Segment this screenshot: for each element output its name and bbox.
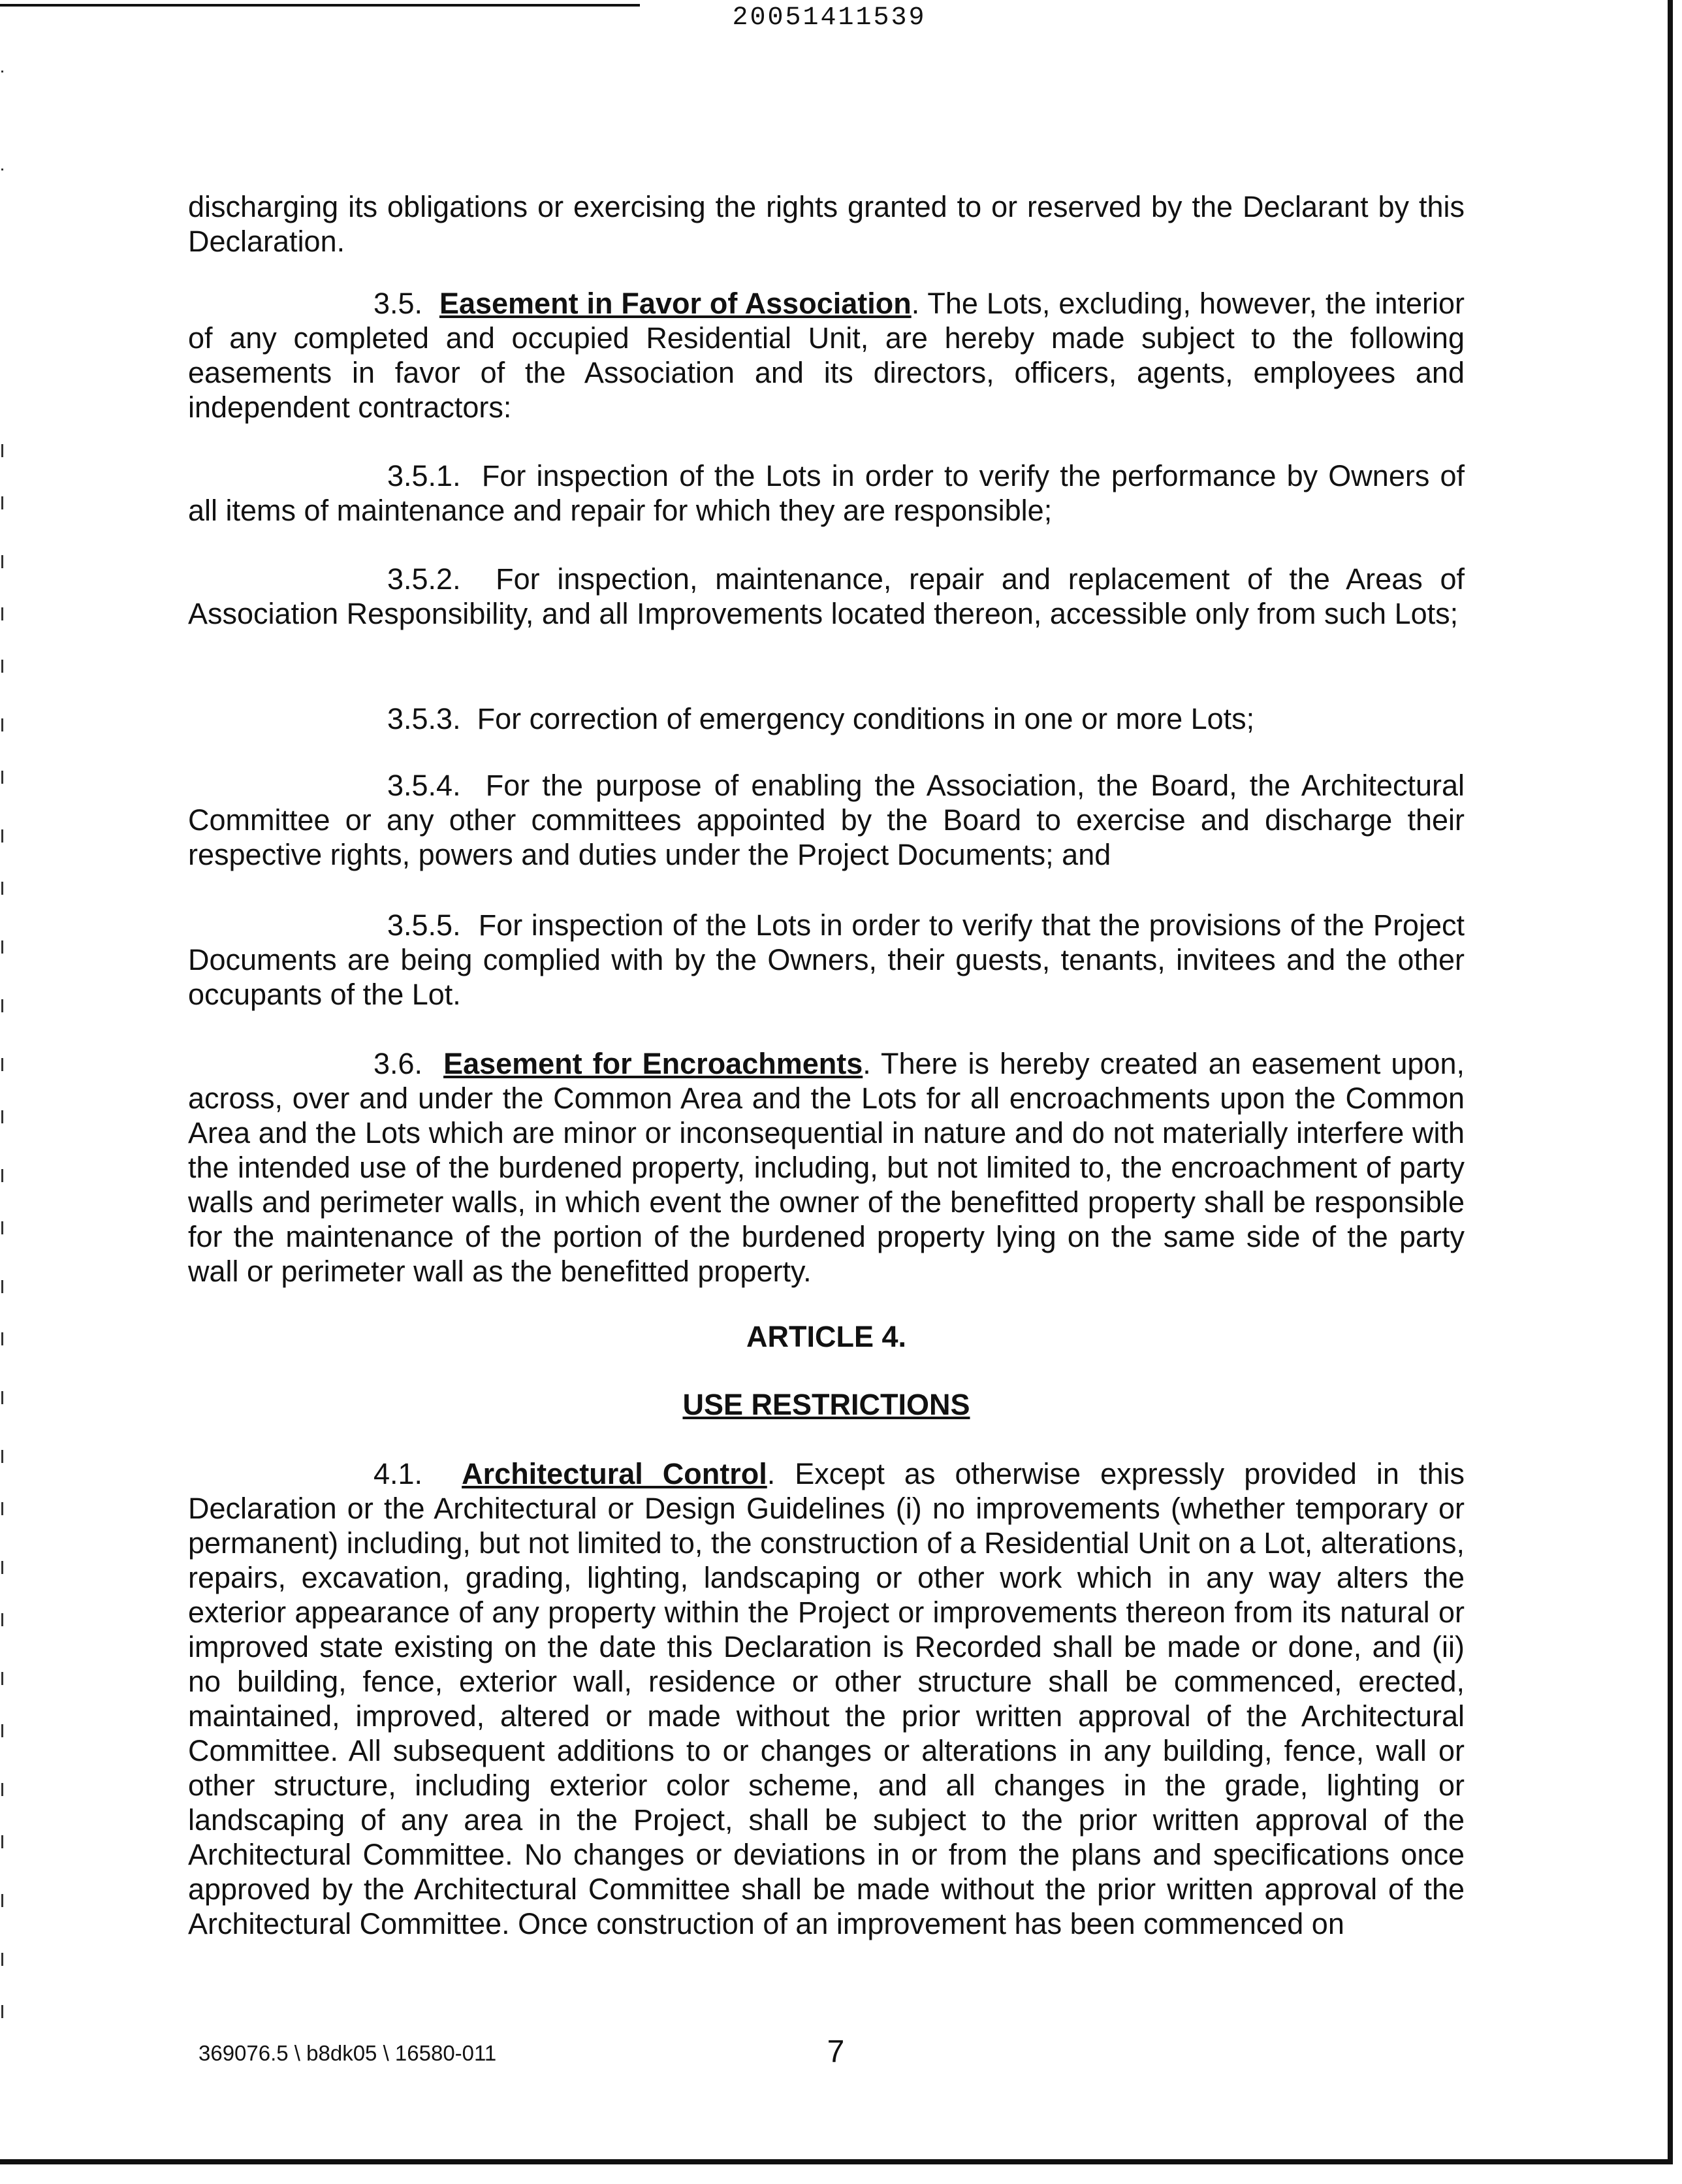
section-text: . Except as otherwise expressly provided in this Declaration or the Architectural or Design Guidelines (i) no improvements (whether temporary or permanent) including, but not limited to, the construction of a Residential Unit on a Lot, alterations, repairs, excavation, grading, lighting, landscaping or other work which in any way alters the exterior appearance of any property within the Project or improvements thereon from its natural or improved state existing on the date this Declaration is Recorded shall be made or done, and (ii) no building, fence, exterior wall, residence or other structure shall be commenced, erected, maintained, improved, altered or made without the prior written approval of the Architectural Committee. All subsequent additions to or changes or alterations in any building, fence, wall or other structure, including exterior color scheme, and all changes in the grade, lighting or landscaping of any area in the Project, shall be subject to the prior written approval of the Architectural Committee. No changes or deviations in or from the plans and specifications once approved by the Architectural Committee shall be made without the prior written approval of the Architectural Committee. Once construction of an improvement has been commenced on: [188, 1457, 1465, 1940]
scan-mark: [1, 1450, 3, 1463]
subsection-number: 3.5.3.: [387, 702, 461, 735]
scan-mark: [1, 444, 3, 457]
intro-paragraph: [188, 189, 1465, 259]
scan-mark: [1, 1835, 3, 1848]
subsection-text: For correction of emergency conditions in one or more Lots;: [477, 702, 1255, 735]
section-heading: Easement for Encroachments: [443, 1047, 863, 1080]
section-number: 4.1.: [373, 1457, 423, 1490]
section-3-5: [188, 286, 1465, 425]
scan-mark: [1, 1110, 3, 1123]
scan-mark: [1, 1280, 3, 1293]
scan-mark: [1, 1613, 3, 1626]
scan-mark: [1, 882, 3, 895]
scan-mark: [1, 1391, 3, 1404]
scan-mark: [1, 829, 3, 843]
subsection-number: 3.5.1.: [387, 459, 461, 492]
scan-mark: [1, 660, 3, 673]
subsection-text: For inspection of the Lots in order to verify the performance by Owners of all items of maintenance and repair for which they are responsible;: [188, 459, 1465, 527]
section-text: . The Lots, excluding, however, the interior of any completed and occupied Residential Unit, are hereby made subject to the following easements in favor of the Association and its directors, officers, agents, employees and independent contractors:: [188, 287, 1465, 424]
scan-mark: [1, 71, 3, 72]
scan-mark: [1, 1221, 3, 1234]
scan-mark: [1, 2005, 3, 2018]
subsection-number: 3.5.5.: [387, 908, 461, 942]
section-number: 3.5.: [373, 287, 423, 320]
scan-mark: [1, 496, 3, 509]
scan-mark: [1, 1169, 3, 1182]
subsection-number: 3.5.4.: [387, 769, 461, 802]
scan-mark: [1, 1672, 3, 1685]
section-3-5-5: [188, 908, 1465, 1012]
scan-mark: [1, 1561, 3, 1574]
document-id: 20051411539: [732, 3, 927, 33]
scan-mark: [1, 1953, 3, 1966]
scan-mark: [1, 771, 3, 784]
section-text: . There is hereby created an easement upon, across, over and under the Common Area and the Lots for all encroachments upon the Common Area and the Lots which are minor or inconsequential in nature and do not materially interfere with the intended use of the burdened property, including, but not limited to, the encroachment of party walls and perimeter walls, in which event the owner of the benefitted property shall be responsible for the maintenance of the portion of the burdened property lying on the same side of the party wall or perimeter wall as the benefitted property.: [188, 1047, 1465, 1288]
article-title: ARTICLE 4.: [746, 1320, 907, 1353]
scan-mark: [1, 940, 3, 954]
scan-mark: [1, 1894, 3, 1907]
section-4-1: [188, 1456, 1465, 1941]
scan-mark: [1, 607, 3, 620]
subsection-number: 3.5.2.: [387, 562, 461, 596]
scan-mark: [1, 555, 3, 568]
section-heading: Architectural Control: [462, 1457, 767, 1490]
subsection-text: For the purpose of enabling the Association, the Board, the Architectural Committee or any other committees appointed by the Board to exercise and discharge their respective rights, powers and duties under the Project Documents; and: [188, 769, 1465, 871]
section-number: 3.6.: [373, 1047, 423, 1080]
section-3-5-2: [188, 562, 1465, 631]
scan-mark: [1, 1502, 3, 1515]
scan-frame-bottom: [0, 2159, 1673, 2164]
page-number: 7: [827, 2034, 845, 2069]
scan-mark: [1, 1724, 3, 1737]
scan-mark: [1, 1332, 3, 1345]
section-3-5-4: [188, 768, 1465, 872]
section-3-6: [188, 1046, 1465, 1289]
scan-mark: [1, 1783, 3, 1796]
article-subtitle: USE RESTRICTIONS: [682, 1388, 970, 1421]
scan-mark: [1, 169, 3, 170]
intro-text: discharging its obligations or exercising the rights granted to or reserved by the Declarant by this Declaration.: [188, 190, 1465, 258]
subsection-text: For inspection, maintenance, repair and replacement of the Areas of Association Responsibility, and all Improvements located thereon, accessible only from such Lots;: [188, 562, 1465, 630]
scan-mark: [1, 718, 3, 731]
subsection-text: For inspection of the Lots in order to verify that the provisions of the Project Documents are being complied with by the Owners, their guests, tenants, invitees and the other occupants of the Lot.: [188, 908, 1465, 1011]
section-3-5-1: [188, 458, 1465, 528]
section-3-5-3: [188, 701, 1465, 736]
section-heading: Easement in Favor of Association: [439, 287, 912, 320]
scan-mark: [1, 1058, 3, 1071]
scan-frame-right: [1668, 0, 1673, 2162]
scan-mark: [1, 999, 3, 1012]
footer-document-reference: 369076.5 \ b8dk05 \ 16580-011: [198, 2041, 497, 2065]
